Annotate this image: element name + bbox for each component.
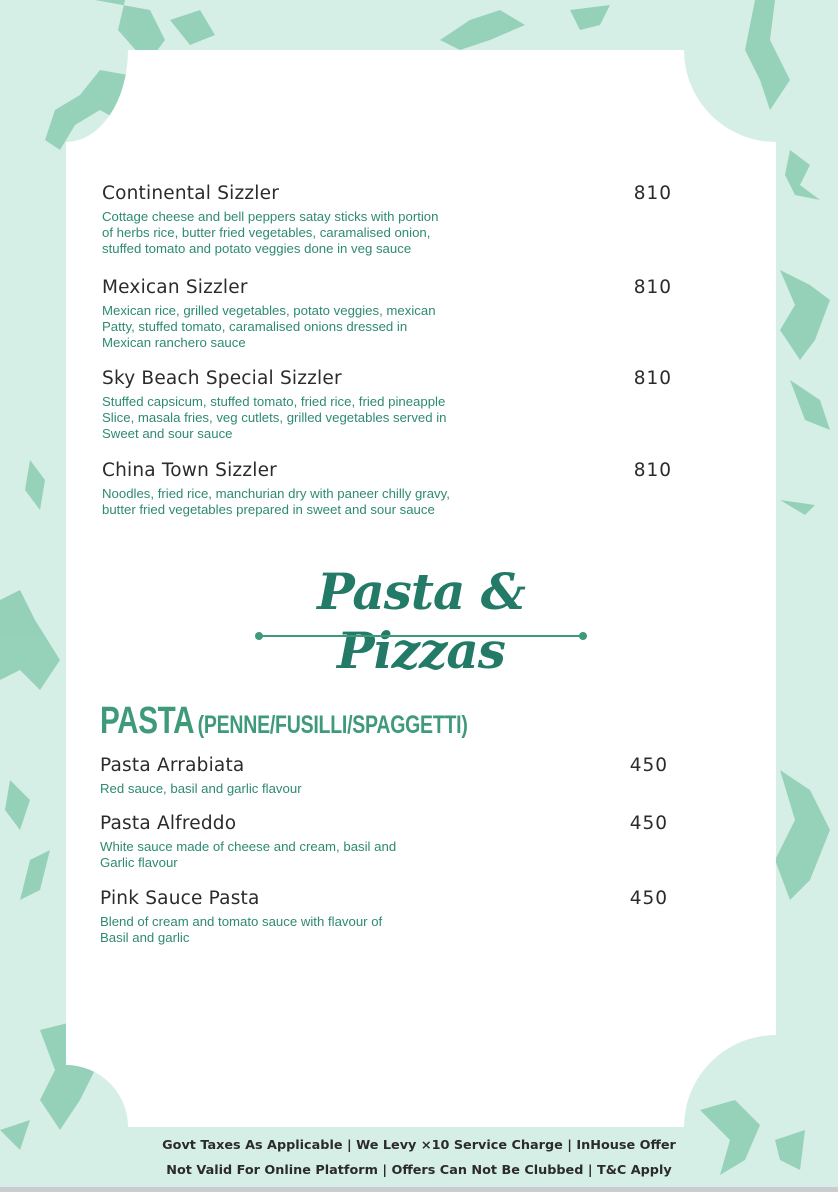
- pasta-heading: [100, 700, 468, 743]
- item-description: Red sauce, basil and garlic flavour: [100, 781, 302, 796]
- bottom-edge: [0, 1187, 838, 1192]
- item-price: 810: [633, 183, 672, 204]
- menu-item: [102, 277, 672, 357]
- item-name: Continental Sizzler: [102, 183, 280, 204]
- item-description: Blend of cream and tomato sauce with flavour of Basil and garlic: [100, 914, 383, 945]
- menu-item: [100, 755, 668, 805]
- menu-item: [100, 813, 668, 873]
- section-title: Pasta & Pizzas: [317, 562, 525, 680]
- item-name: Pasta Arrabiata: [100, 755, 245, 776]
- item-description: Noodles, fried rice, manchurian dry with paneer chilly gravy, butter fried vegetables prepared in sweet and sour sauce: [102, 486, 450, 517]
- item-price: 810: [633, 277, 672, 298]
- item-price: 810: [633, 460, 672, 481]
- item-price: 450: [629, 755, 668, 776]
- item-description: Cottage cheese and bell peppers satay sticks with portion of herbs rice, butter fried vegetables, caramalised onion, stuffed tomato and potato veggies done in veg sauce: [102, 209, 439, 256]
- pasta-heading-main: PASTA: [100, 700, 195, 742]
- pasta-heading-sub: (PENNE/FUSILLI/SPAGGETTI): [197, 711, 468, 739]
- section-divider: [254, 629, 588, 643]
- item-name: Sky Beach Special Sizzler: [102, 368, 342, 389]
- menu-item: [100, 888, 668, 948]
- item-description: White sauce made of cheese and cream, basil and Garlic flavour: [100, 839, 397, 870]
- footer-line-1: Govt Taxes As Applicable | We Levy ×10 Service Charge | InHouse Offer: [162, 1138, 676, 1153]
- item-name: Mexican Sizzler: [102, 277, 248, 298]
- item-description: Mexican rice, grilled vegetables, potato veggies, mexican Patty, stuffed tomato, caramalised onions dressed in Mexican ranchero sauce: [102, 303, 436, 350]
- item-price: 450: [629, 813, 668, 834]
- footer-line-2: Not Valid For Online Platform | Offers Can Not Be Clubbed | T&C Apply: [166, 1163, 672, 1178]
- menu-item: [102, 368, 672, 448]
- item-price: 810: [633, 368, 672, 389]
- item-name: Pink Sauce Pasta: [100, 888, 260, 909]
- menu-item: [102, 183, 672, 263]
- item-name: China Town Sizzler: [102, 460, 277, 481]
- menu-item: [102, 460, 672, 524]
- item-name: Pasta Alfreddo: [100, 813, 237, 834]
- item-price: 450: [629, 888, 668, 909]
- item-description: Stuffed capsicum, stuffed tomato, fried rice, fried pineapple Slice, masala fries, veg cutlets, grilled vegetables served in Sweet and sour sauce: [102, 394, 447, 441]
